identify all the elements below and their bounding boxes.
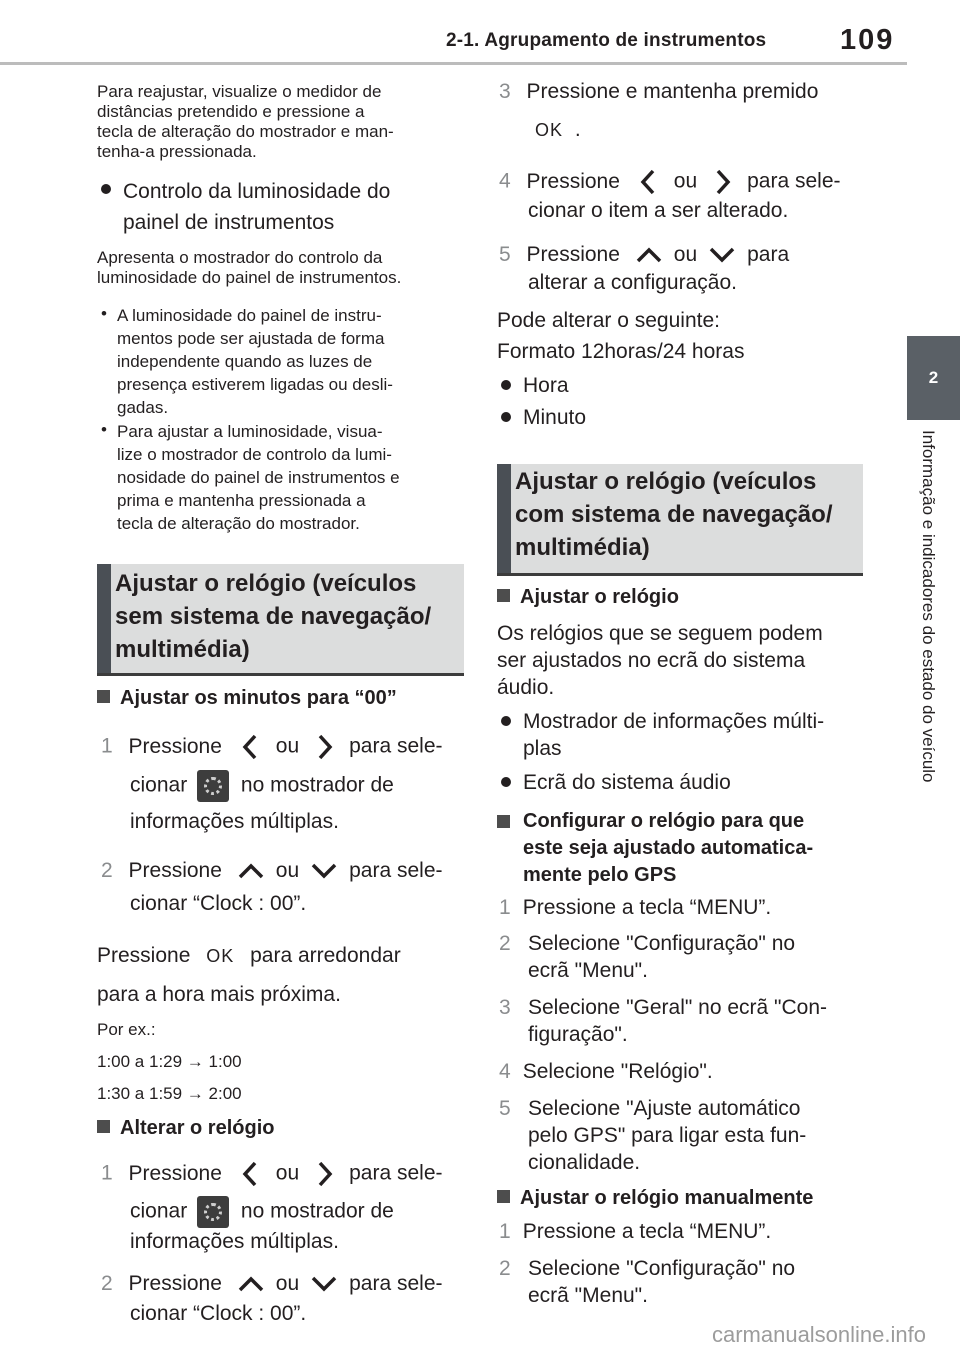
small-bullet: • [101,420,107,439]
text-line: mentos pode ser ajustada de forma [117,329,385,348]
box-title-line: Ajustar o relógio (veículos [515,468,817,495]
text-line: Controlo da luminosidade do [123,180,391,203]
brightness-note-2 [117,420,400,535]
chevron-up-icon [236,1274,266,1294]
step-text: cionar o item a ser alterado. [528,199,789,222]
step-text: Pressione [128,1272,222,1295]
step-text: informações múltiplas. [130,1230,339,1253]
step-text: ou [673,243,698,266]
watermark: carmanualsonline.info [711,1322,926,1347]
gear-icon [197,1196,229,1228]
text-line: tenha-a pressionada. [97,142,257,161]
text-line: Para ajustar a luminosidade, visua- [117,422,383,441]
bullet-multi-info [523,708,824,762]
chevron-right-icon [311,1159,337,1189]
step-text: Pressione [128,1161,222,1185]
step-5 [499,241,789,268]
step-text: para sele- [747,169,841,193]
step-text: para sele- [349,1161,443,1185]
step-1 [101,732,443,762]
step-text: no mostrador de [240,1199,394,1223]
box-accent-bar [497,464,511,573]
chapter-side-label [918,430,940,870]
section-box-no-navigation [97,564,464,676]
step-text: ou [275,1161,300,1185]
chevron-down-icon [309,1274,339,1294]
step-text: alterar a configuração. [528,271,737,294]
step-text: ou [275,1272,300,1295]
box-accent-bar [97,564,111,673]
square-marker [497,589,510,602]
text-line: Selecione "Configuração" no [528,932,796,955]
text-line: presença estiverem ligadas ou desli- [117,375,393,394]
square-marker [97,690,110,703]
text-line: Os relógios que se seguem podem [497,622,823,645]
bullet-dot [501,777,511,787]
text-line: nosidade do painel de instrumentos e [117,468,400,487]
step-text: cionar “Clock : 00”. [130,1302,307,1325]
text-line: independente quando as luzes de [117,352,373,371]
step-text: Selecione "Relógio". [522,1060,713,1083]
section-box-with-navigation [497,464,863,576]
text-line: mente pelo GPS [523,864,677,886]
chevron-down-icon [309,861,339,881]
brightness-note-1 [117,304,393,419]
step-text: Pressione a tecla “MENU”. [522,896,772,919]
text-line: Selecione "Ajuste automático [528,1097,801,1120]
section-title: 2-1. Agrupamento de instrumentos [446,30,767,51]
bullet-text: Minuto [523,406,587,429]
bullet-dot [501,380,511,390]
gps-step-4 [499,1058,713,1085]
alter-step-2 [101,1270,443,1297]
step-text: ou [275,859,300,882]
alter-step-1 [101,1159,443,1189]
text-line: ecrã "Menu". [528,959,648,982]
text-line: luminosidade do painel de instrumentos. [97,268,402,287]
text-line: gadas. [117,398,169,417]
text-line: ecrã "Menu". [528,1284,648,1307]
chevron-left-icon [636,167,662,197]
step-text: cionar “Clock : 00”. [130,892,307,915]
step-text: Pressione [128,859,222,882]
text-line: figuração". [528,1023,628,1046]
step-number: 5 [499,243,511,266]
bullet-dot [501,412,511,422]
gps-step-3 [499,994,828,1046]
text-line: lize o mostrador de controlo da lumi- [117,445,392,464]
example-line: 1:00 a 1:29 → 1:00 [97,1052,242,1071]
text-line: tecla de alteração do mostrador e man- [97,122,394,141]
step-text: Pressione a tecla “MENU”. [522,1220,772,1243]
step-text: para a hora mais próxima. [97,983,341,1006]
step-2 [101,857,443,884]
manual-step-2 [499,1255,796,1307]
brightness-description [97,248,401,288]
bullet-text: Ecrã do sistema áudio [523,771,731,794]
brightness-heading [123,176,390,238]
text-line: painel de instrumentos [123,211,335,234]
text-line: Selecione "Geral" no ecrã "Con- [528,996,828,1019]
ok-button-icon: OK [206,946,235,966]
step-text: para sele- [349,734,443,758]
text-line: tecla de alteração do mostrador. [117,514,360,533]
bullet-dot [101,184,111,194]
reset-paragraph [97,82,394,162]
subheading-change-clock [97,1117,274,1140]
step-text: informações múltiplas. [130,810,339,833]
step-3-line2 [535,118,581,142]
text-line: Selecione "Configuração" no [528,1257,796,1280]
gps-step-1 [499,894,771,921]
step-number: 2 [499,1257,511,1280]
gear-icon [197,770,229,802]
bullet-dot [501,716,511,726]
small-bullet: • [101,304,107,323]
box-title-line: com sistema de navegação/ [515,501,833,528]
step-text: Pressione [526,169,620,193]
step-number: 1 [101,734,113,758]
step-text: para arredondar [250,944,401,967]
step-number: 1 [499,1220,511,1243]
chapter-tab: 2 [907,336,960,420]
chevron-left-icon [238,1159,264,1189]
step-number: 2 [101,859,113,882]
manual-step-1 [499,1218,771,1245]
step-number: 3 [499,80,511,103]
text-line: plas [523,737,562,760]
step-number: 2 [101,1272,113,1295]
step-number: 5 [499,1097,511,1120]
chevron-up-icon [236,861,266,881]
subheading-text: Ajustar o relógio manualmente [520,1187,814,1209]
subheading-adjust-clock [497,586,679,609]
subheading-text: Ajustar os minutos para “00” [120,687,397,709]
text-line: distâncias pretendido e pressione a [97,102,365,121]
box-title-line: multimédia) [515,534,650,561]
ok-button-icon: OK [535,120,564,140]
box-title-line: sem sistema de navegação/ [115,603,432,630]
text-line: pelo GPS" para ligar esta fun- [528,1124,807,1147]
text-line: este seja ajustado automatica- [523,837,814,859]
bullet-text: Hora [523,374,569,397]
step-text: Pressione [97,944,191,967]
text-line: Mostrador de informações múlti- [523,710,825,733]
step-1-line2 [130,770,394,802]
step-text: cionar [130,1199,188,1223]
chevron-down-icon [707,245,737,265]
page-number: 109 [840,24,895,56]
subheading-gps [497,808,813,889]
text-line: Para reajustar, visualize o medidor de [97,82,382,101]
subheading-text: Ajustar o relógio [520,586,679,608]
step-number: 3 [499,996,511,1019]
step-text: cionar [130,773,188,797]
step-4 [499,167,841,197]
example-line: 1:30 a 1:59 → 2:00 [97,1084,242,1103]
example-label: Por ex.: [97,1020,156,1039]
text-line: áudio. [497,676,555,699]
clock-screens-paragraph [497,620,823,701]
step-text: para sele- [349,859,443,882]
step-text: para sele- [349,1272,443,1295]
text-line: ser ajustados no ecrã do sistema [497,649,806,672]
chapter-side-text: Informação e indicadores do estado do veículo [919,430,938,783]
chevron-left-icon [238,732,264,762]
header-divider [0,62,907,65]
alter-step-1-line2 [130,1196,394,1228]
box-title-line: Ajustar o relógio (veículos [115,570,417,597]
step-number: 1 [101,1161,113,1185]
chevron-right-icon [311,732,337,762]
step-number: 4 [499,169,511,193]
square-marker [97,1120,110,1133]
box-title-line: multimédia) [115,636,250,663]
step-number: 4 [499,1060,511,1083]
body-text: Formato 12horas/24 horas [497,340,745,363]
step-text: no mostrador de [240,773,394,797]
gps-step-5 [499,1095,807,1174]
step-number: 2 [499,932,511,955]
step-text: para [747,243,790,266]
gps-step-2 [499,930,796,982]
text-line: A luminosidade do painel de instru- [117,306,382,325]
ok-instruction [97,942,401,970]
text-line: Apresenta o mostrador do controlo da [97,248,383,267]
body-text: Pode alterar o seguinte: [497,309,720,332]
square-marker [497,1190,510,1203]
step-text: . [574,118,581,141]
chevron-up-icon [634,245,664,265]
subheading-manual [497,1187,813,1210]
step-text: Pressione e mantenha premido [526,80,819,103]
text-line: prima e mantenha pressionada a [117,491,366,510]
square-marker [497,815,510,828]
step-text: Pressione [526,243,620,266]
chevron-right-icon [709,167,735,197]
subheading-minutes [97,687,397,710]
step-text: Pressione [128,734,222,758]
step-3 [499,78,818,105]
subheading-text: Alterar o relógio [120,1117,275,1139]
step-text: ou [673,169,698,193]
step-number: 1 [499,896,511,919]
text-line: cionalidade. [528,1151,641,1174]
step-text: ou [275,734,300,758]
text-line: Configurar o relógio para que [523,810,805,832]
